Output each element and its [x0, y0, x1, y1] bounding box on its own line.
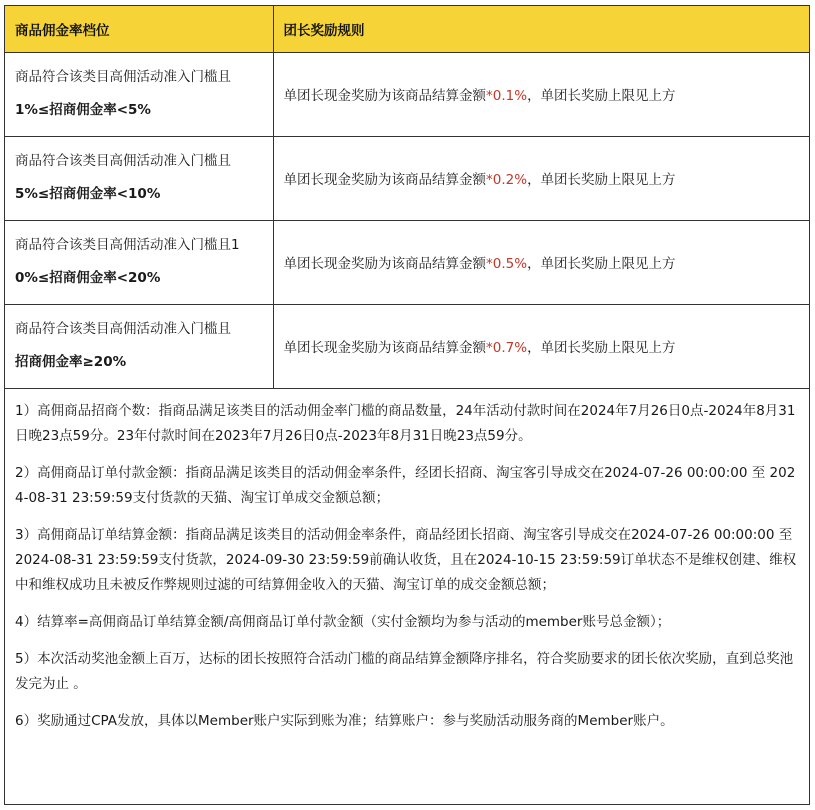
tier-range: 招商佣金率≥20%: [15, 354, 127, 370]
tier-range: 5%≤招商佣金率<10%: [15, 186, 161, 202]
reward-rate: *0.2%: [486, 172, 528, 188]
rule-text: 单团长现金奖励为该商品结算金额: [283, 340, 486, 356]
reward-rate: *0.5%: [486, 256, 528, 272]
tier-condition: 商品符合该类目高佣活动准入门槛且1: [15, 237, 240, 253]
rule-text: 单团长现金奖励为该商品结算金额: [283, 256, 486, 272]
table-row: [5, 220, 809, 304]
rules-document: [4, 5, 810, 805]
table-header-row: [5, 6, 809, 52]
rule-limit: ，单团长奖励上限见上方: [527, 172, 676, 188]
tier-range: 0%≤招商佣金率<20%: [15, 270, 161, 286]
rule-limit: ，单团长奖励上限见上方: [527, 256, 676, 272]
reward-rate: *0.7%: [486, 340, 528, 356]
tier-condition: 商品符合该类目高佣活动准入门槛且: [15, 321, 231, 337]
note-item: 4）结算率=高佣商品订单结算金额/高佣商品订单付款金额（实付金额均为参与活动的member账号总金额）；: [15, 613, 671, 630]
rule-text: 单团长现金奖励为该商品结算金额: [283, 88, 486, 104]
tier-cell: [5, 136, 273, 220]
tier-cell: [5, 52, 273, 136]
header-commission-tier: 商品佣金率档位: [5, 6, 273, 52]
rule-text: 单团长现金奖励为该商品结算金额: [283, 172, 486, 188]
tier-cell: [5, 304, 273, 388]
rule-limit: ，单团长奖励上限见上方: [527, 340, 676, 356]
rule-limit: ，单团长奖励上限见上方: [527, 88, 676, 104]
rule-notes: [5, 389, 809, 734]
table-row: [5, 136, 809, 220]
tier-range: 1%≤招商佣金率<5%: [15, 102, 151, 118]
note-item: 1）高佣商品招商个数：指商品满足该类目的活动佣金率门槛的商品数量，24年活动付款时间在2024年7月26日0点-2024年8月31日晚23点59分。23年付款时间在2023年7月26日0点-2023年8月31日晚23点59分。: [15, 402, 796, 444]
header-reward-rule: 团长奖励规则: [273, 6, 809, 52]
note-item: 2）高佣商品订单付款金额：指商品满足该类目的活动佣金率条件，经团长招商、淘宝客引导成交在2024-07-26 00:00:00 至 2024-08-31 23:59:59支付货款的天猫、淘宝订单成交金额总额；: [15, 464, 796, 506]
table-row: [5, 52, 809, 136]
commission-reward-table: [5, 6, 809, 389]
rule-cell: [273, 220, 809, 304]
tier-condition: 商品符合该类目高佣活动准入门槛且: [15, 153, 231, 169]
rule-cell: [273, 52, 809, 136]
reward-rate: *0.1%: [486, 88, 528, 104]
note-item: 3）高佣商品订单结算金额：指商品满足该类目的活动佣金率条件，商品经团长招商、淘宝客引导成交在2024-07-26 00:00:00 至 2024-08-31 23:59:59支付货款，2024-09-30 23:59:59前确认收货，且在2024-10-15 23:59:59订单状态不是维权创建、维权中和维权成功且未被反作弊规则过滤的可结算佣金收入的天猫、淘宝订单的成交金额总额；: [15, 526, 797, 593]
note-item: 5）本次活动奖池金额上百万，达标的团长按照符合活动门槛的商品结算金额降序排名，符合奖励要求的团长依次奖励，直到总奖池发完为止 。: [15, 650, 794, 692]
tier-cell: [5, 220, 273, 304]
note-item: 6）奖励通过CPA发放，具体以Member账户实际到账为准；结算账户：参与奖励活动服务商的Member账户。: [15, 712, 674, 729]
rule-cell: [273, 304, 809, 388]
rule-cell: [273, 136, 809, 220]
table-row: [5, 304, 809, 388]
tier-condition: 商品符合该类目高佣活动准入门槛且: [15, 69, 231, 85]
